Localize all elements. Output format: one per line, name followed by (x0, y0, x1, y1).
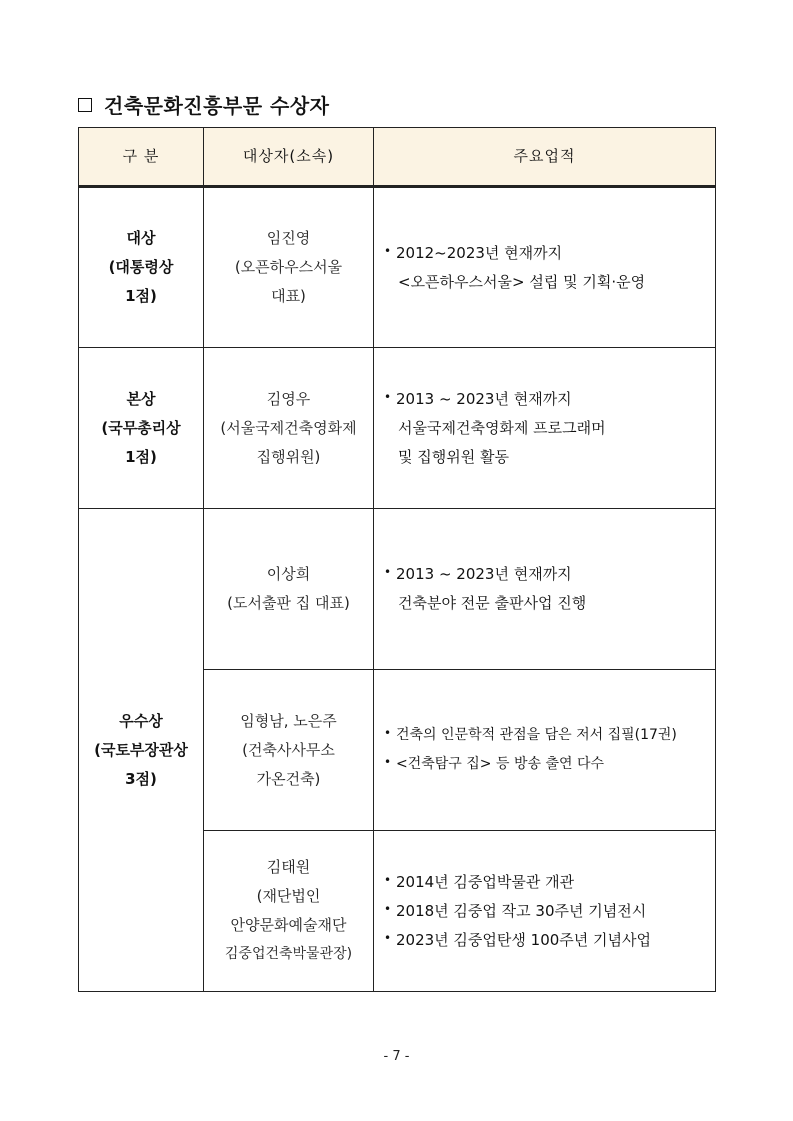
recipient-cell: 김태원 (재단법인 안양문화예술재단 김중업건축박물관장) (204, 831, 374, 992)
achievement-item: • 2013 ~ 2023년 현재까지 (384, 389, 572, 408)
achievements-cell (374, 670, 716, 831)
category-cell: 본상 (국무총리상 1점) (79, 348, 204, 509)
achievement-item: • 2012~2023년 현재까지 (384, 243, 563, 262)
recipient-cell: 임형남, 노은주 (건축사사무소 가온건축) (204, 670, 374, 831)
section-title: 건축문화진흥부문 수상자 (104, 94, 330, 118)
page-number: - 7 - (383, 1049, 410, 1064)
achievement-item: • 2014년 김중업박물관 개관 (384, 872, 575, 891)
achievement-item: • 2023년 김중업탄생 100주년 기념사업 (384, 930, 651, 949)
header-achievements: 주요업적 (374, 128, 716, 187)
achievements-cell: • 2013 ~ 2023년 현재까지 서울국제건축영화제 프로그래머 및 집행위원 활동 (374, 348, 716, 509)
achievements-cell (374, 831, 716, 992)
category-cell: 대상 (대통령상 1점) (79, 187, 204, 348)
recipient-cell: 이상희 (도서출판 집 대표) (204, 509, 374, 670)
table-row (79, 509, 716, 670)
header-recipient: 대상자(소속) (204, 128, 374, 187)
table-header-row (79, 128, 716, 187)
header-category: 구 분 (79, 128, 204, 187)
achievements-cell: • 2013 ~ 2023년 현재까지 건축분야 전문 출판사업 진행 (374, 509, 716, 670)
achievement-item: • 2018년 김중업 작고 30주년 기념전시 (384, 901, 647, 920)
table-row (79, 348, 716, 509)
recipient-cell: 김영우 (서울국제건축영화제 집행위원) (204, 348, 374, 509)
section-heading (78, 90, 329, 119)
checkbox-square-icon (78, 98, 92, 112)
category-cell: 우수상 (국토부장관상 3점) (79, 509, 204, 992)
achievement-item: • 건축의 인문학적 관점을 담은 저서 집필(17권) (384, 726, 677, 743)
recipient-cell: 임진영 (오픈하우스서울 대표) (204, 187, 374, 348)
achievement-item: • <건축탐구 집> 등 방송 출연 다수 (384, 755, 604, 772)
awards-table (78, 127, 716, 992)
achievement-item: • 2013 ~ 2023년 현재까지 (384, 565, 572, 583)
table-row (79, 187, 716, 348)
achievements-cell: • 2012~2023년 현재까지 <오픈하우스서울> 설립 및 기획·운영 (374, 187, 716, 348)
